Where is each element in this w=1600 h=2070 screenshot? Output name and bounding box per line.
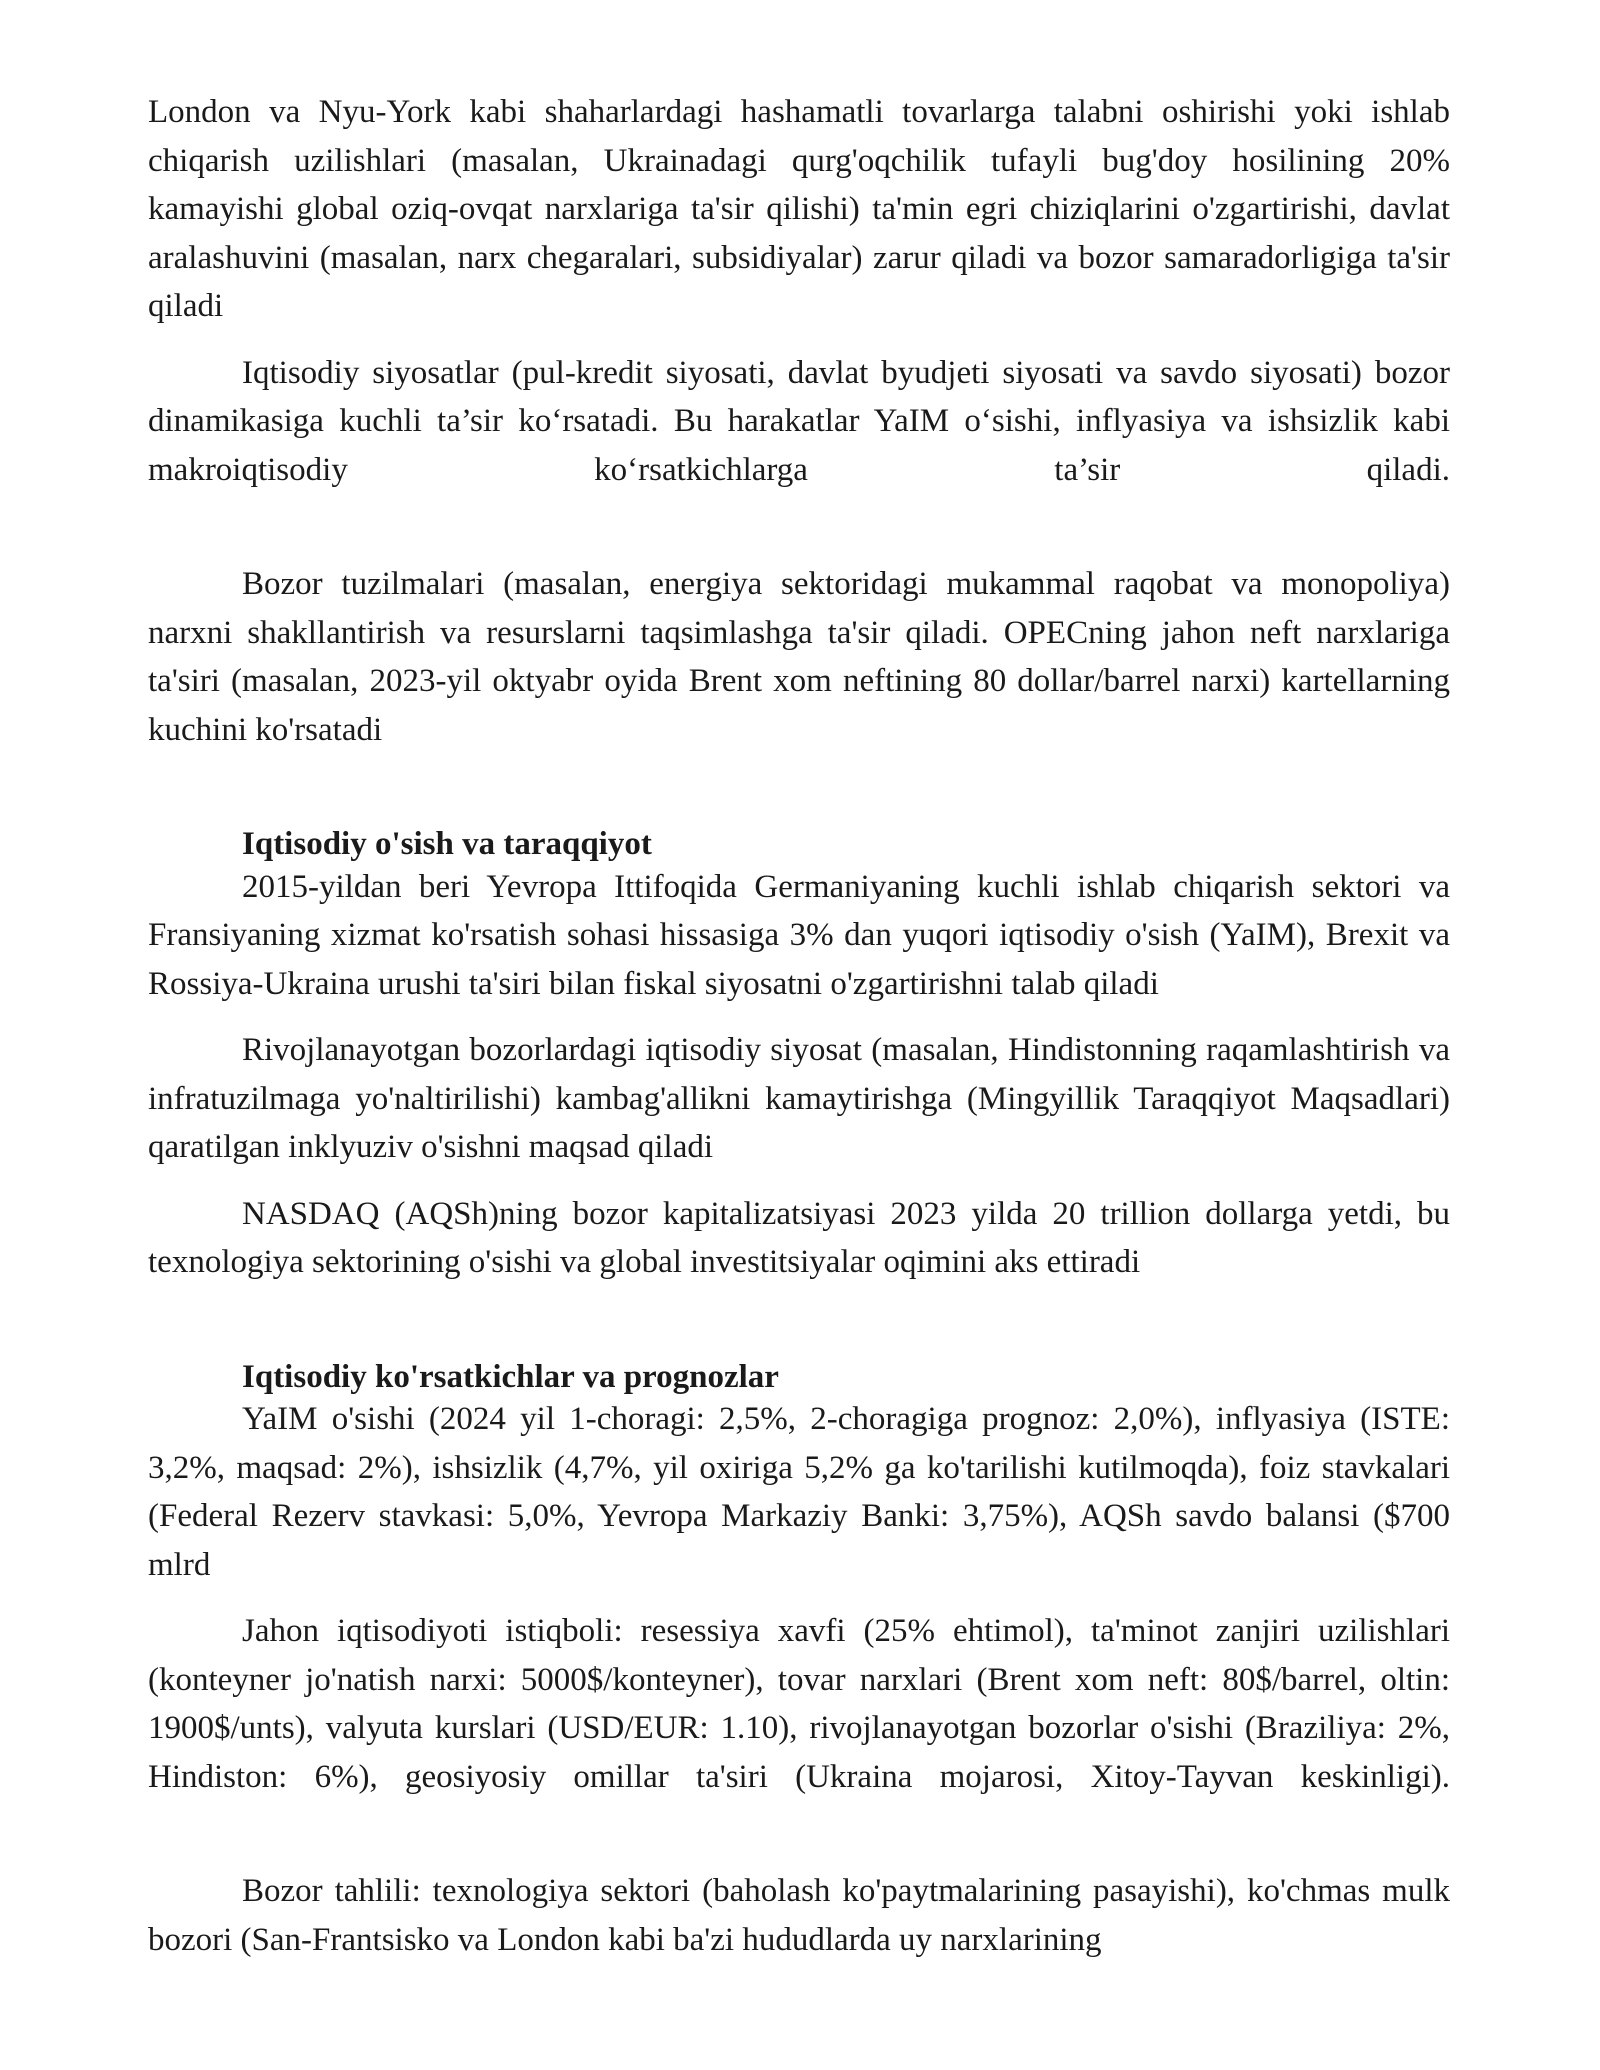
paragraph-global-outlook: Jahon iqtisodiyoti istiqboli: resessiya xavfi (25% ehtimol), ta'minot zanjiri uzilishlari (konteyner jo'natish narxi: 5000$/konteyner), tovar narxlari (Brent xom neft: 80$/barrel, oltin: 1900$/unts), valyuta kurslari (USD/EUR: 1.10), rivojlanayotgan bozorlar o'sishi (Braziliya: 2%, Hindiston: 6%), geosiyosiy omillar ta'siri (Ukraina mojarosi, Xitoy-Tayvan keskinligi).: [148, 1613, 1450, 1795]
paragraph-market-analysis: Bozor tahlili: texnologiya sektori (baholash ko'paytmalarining pasayishi), ko'chmas mulk bozori (San-Frantsisko va London kabi ba'zi hududlarda uy narxlarining: [148, 1873, 1450, 1958]
document-page: [148, 88, 1450, 1964]
paragraph-emerging-markets: Rivojlanayotgan bozorlardagi iqtisodiy siyosat (masalan, Hindistonning raqamlashtirish va infratuzilmaga yo'naltirilishi) kambag'allikni kamaytirishga (Mingyillik Taraqqiyot Maqsadlari) qaratilgan inklyuziv o'sishni maqsad qiladi: [148, 1032, 1450, 1165]
heading-economic-indicators: Iqtisodiy ko'rsatkichlar va prognozlar: [242, 1358, 779, 1395]
paragraph-nasdaq: NASDAQ (AQSh)ning bozor kapitalizatsiyasi 2023 yilda 20 trillion dollarga yetdi, bu texnologiya sektorining o'sishi va global investitsiyalar oqimini aks ettiradi: [148, 1195, 1450, 1280]
heading-economic-growth: Iqtisodiy o'sish va taraqqiyot: [242, 826, 652, 862]
paragraph-economic-policies: Iqtisodiy siyosatlar (pul-kredit siyosati, davlat byudjeti siyosati va savdo siyosati) bozor dinamikasiga kuchli ta’sir ko‘rsatadi. Bu harakatlar YaIM o‘sishi, inflyasiya va ishsizlik kabi makroiqtisodiy ko‘rsatkichlarga ta’sir qiladi.: [148, 354, 1450, 488]
paragraph-market-structures: Bozor tuzilmalari (masalan, energiya sektoridagi mukammal raqobat va monopoliya) narxni shakllantirish va resurslarni taqsimlashga ta'sir qiladi. OPECning jahon neft narxlariga ta'siri (masalan, 2023-yil oktyabr oyida Brent xom neftining 80 dollar/barrel narxi) kartellarning kuchini ko'rsatadi: [148, 566, 1450, 748]
paragraph-gdp-indicators: YaIM o'sishi (2024 yil 1-choragi: 2,5%, 2-choragiga prognoz: 2,0%), inflyasiya (ISTE: 3,2%, maqsad: 2%), ishsizlik (4,7%, yil oxiriga 5,2% ga ko'tarilishi kutilmoqda), foiz stavkalari (Federal Rezerv stavkasi: 5,0%, Yevropa Markaziy Banki: 3,75%), AQSh savdo balansi ($700 mlrd: [148, 1401, 1450, 1583]
paragraph-eu-growth: 2015-yildan beri Yevropa Ittifoqida Germaniyaning kuchli ishlab chiqarish sektori va Fransiyaning xizmat ko'rsatish sohasi hissasiga 3% dan yuqori iqtisodiy o'sish (YaIM), Brexit va Rossiya-Ukraina urushi ta'siri bilan fiskal siyosatni o'zgartirishni talab qiladi: [148, 868, 1450, 1002]
paragraph-market-demand: London va Nyu-York kabi shaharlardagi hashamatli tovarlarga talabni oshirishi yoki ishlab chiqarish uzilishlari (masalan, Ukrainadagi qurg'oqchilik tufayli bug'doy hosilining 20% kamayishi global oziq-ovqat narxlariga ta'sir qilishi) ta'min egri chiziqlarini o'zgartirishi, davlat aralashuvini (masalan, narx chegaralari, subsidiyalar) zarur qiladi va bozor samaradorligiga ta'sir qiladi: [148, 94, 1450, 324]
